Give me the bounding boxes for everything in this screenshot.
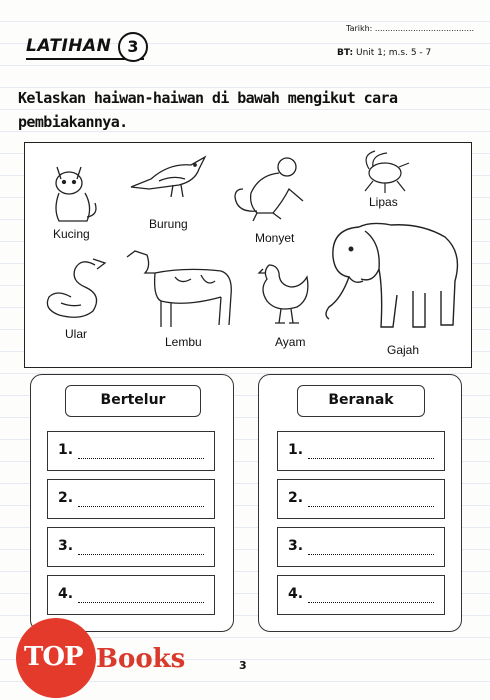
animal-label-lembu: Lembu xyxy=(165,335,202,349)
row-number: 1. xyxy=(58,442,74,458)
row-number: 2. xyxy=(58,490,74,506)
bertelur-answer-row[interactable] xyxy=(47,479,215,519)
instruction-text: Kelaskan haiwan-haiwan di bawah mengikut cara pembiakannya. xyxy=(18,89,398,131)
answer-line xyxy=(78,458,204,459)
answer-line xyxy=(78,602,204,603)
animal-label-gajah: Gajah xyxy=(387,343,420,357)
answer-line xyxy=(78,554,204,555)
monkey-icon xyxy=(229,153,319,223)
topbooks-logo xyxy=(16,618,94,700)
animal-picture-box xyxy=(24,142,472,368)
row-number: 4. xyxy=(288,586,304,602)
textbook-reference xyxy=(337,48,431,58)
elephant-icon xyxy=(321,219,467,339)
cockroach-icon xyxy=(359,149,411,193)
exercise-header xyxy=(26,34,156,62)
snake-icon xyxy=(41,253,111,323)
answer-line xyxy=(78,506,204,507)
row-number: 4. xyxy=(58,586,74,602)
exercise-label: LATIHAN xyxy=(26,36,112,56)
bertelur-answer-row[interactable] xyxy=(47,575,215,615)
bird-icon xyxy=(129,149,211,199)
beranak-answer-row[interactable] xyxy=(277,431,445,471)
beranak-answer-row[interactable] xyxy=(277,527,445,567)
bt-text: Unit 1; m.s. 5 - 7 xyxy=(355,48,432,58)
exercise-number: 3 xyxy=(118,32,148,62)
answer-line xyxy=(308,458,434,459)
animal-label-ayam: Ayam xyxy=(275,335,306,349)
answer-line xyxy=(308,506,434,507)
row-number: 3. xyxy=(58,538,74,554)
row-number: 2. xyxy=(288,490,304,506)
page-number: 3 xyxy=(239,659,247,672)
bertelur-answer-row[interactable] xyxy=(47,527,215,567)
chicken-icon xyxy=(257,261,315,327)
beranak-title: Beranak xyxy=(297,385,425,417)
date-field: Tarikh: ....................................... xyxy=(346,24,475,33)
answer-line xyxy=(308,602,434,603)
bertelur-title: Bertelur xyxy=(65,385,201,417)
bertelur-answer-row[interactable] xyxy=(47,431,215,471)
logo-top-text: TOP xyxy=(24,642,83,672)
beranak-answer-row[interactable] xyxy=(277,479,445,519)
bertelur-column xyxy=(30,374,234,632)
cow-icon xyxy=(125,247,237,331)
animal-label-burung: Burung xyxy=(149,217,188,231)
animal-label-lipas: Lipas xyxy=(369,195,398,209)
row-number: 1. xyxy=(288,442,304,458)
beranak-answer-row[interactable] xyxy=(277,575,445,615)
cat-icon xyxy=(49,159,101,225)
answer-line xyxy=(308,554,434,555)
animal-label-kucing: Kucing xyxy=(53,227,90,241)
row-number: 3. xyxy=(288,538,304,554)
bt-label: BT: xyxy=(337,48,354,58)
animal-label-ular: Ular xyxy=(65,327,88,341)
beranak-column xyxy=(258,374,462,632)
logo-books-text: Books xyxy=(96,644,186,674)
animal-label-monyet: Monyet xyxy=(255,231,295,245)
